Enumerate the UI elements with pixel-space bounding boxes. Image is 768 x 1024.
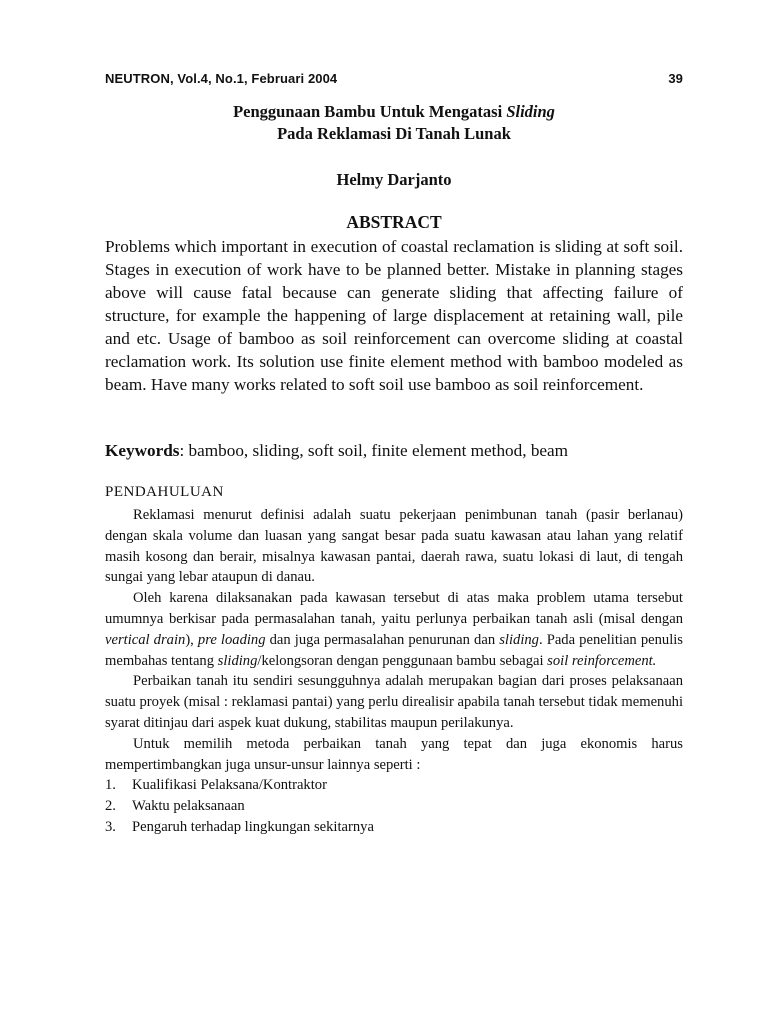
list-item-text: Pengaruh terhadap lingkungan sekitarnya (132, 818, 374, 835)
list-item (105, 796, 683, 817)
title-line-2: Pada Reklamasi Di Tanah Lunak (277, 124, 511, 143)
paragraph-2-text-5: /kelongsoran dengan penggunaan bambu sebagai (257, 652, 548, 669)
section-heading: PENDAHULUAN (105, 484, 224, 500)
paragraph-2-text-4: . Pada penelitian penulis membahas tentang (105, 631, 683, 669)
list-number: 3. (105, 818, 116, 835)
italic-term-soil-reinforcement: soil reinforcement. (547, 652, 657, 669)
numbered-list (105, 775, 683, 837)
document-page (105, 0, 683, 1024)
keywords-values: : bamboo, sliding, soft soil, finite element method, beam (179, 441, 569, 460)
italic-term-vertical-drain: vertical drain (105, 631, 186, 648)
list-item (105, 775, 683, 796)
abstract-heading: ABSTRACT (346, 212, 442, 232)
paragraph-3: Perbaikan tanah itu sendiri sesungguhnya adalah merupakan bagian dari proses pelaksanaan suatu proyek (misal : reklamasi pantai) yang perlu direalisir apabila tanah tersebut tidak memenuhi syarat ditinjau dari aspek kuat dukung, stabilitas maupun perilakunya. (105, 673, 683, 731)
list-item-text: Kualifikasi Pelaksana/Kontraktor (132, 777, 327, 794)
paragraph-1: Reklamasi menurut definisi adalah suatu pekerjaan penimbunan tanah (pasir berlanau) dengan skala volume dan luasan yang sangat besar pada suatu kawasan atau lahan yang relatif masih kosong dan berair, misalnya kawasan pantai, daerah rawa, suatu lokasi di laut, di tengah sungai yang lebar ataupun di danau. (105, 507, 683, 586)
abstract-text: Problems which important in execution of coastal reclamation is sliding at soft soil. Stages in execution of work have to be planned better. Mistake in planning stages above will cause fatal because can generate sliding that affecting failure of structure, for example the happening of large displacement at retaining wall, pile and etc. Usage of bamboo as soil reinforcement can overcome sliding at coastal reclamation work. Its solution use finite element method with bamboo modeled as beam. Have many works related to soft soil use bamboo as soil reinforcement. (105, 237, 683, 394)
keywords-line (105, 441, 683, 461)
author-name: Helmy Darjanto (336, 170, 452, 189)
page-number: 39 (668, 71, 683, 86)
paragraph-4: Untuk memilih metoda perbaikan tanah yang tepat dan juga ekonomis harus mempertimbangkan juga unsur-unsur lainnya seperti : (105, 735, 683, 773)
list-number: 2. (105, 798, 116, 815)
list-item (105, 817, 683, 838)
paragraph-2 (105, 588, 683, 671)
paragraph-2-text-1: Oleh karena dilaksanakan pada kawasan tersebut di atas maka problem utama tersebut umumnya berkisar pada permasalahan tanah, yaitu perlunya perbaikan tanah asli (misal dengan (105, 590, 683, 627)
section-body (105, 505, 683, 838)
paper-title (105, 101, 683, 145)
paragraph-2-text-3: dan juga permasalahan penurunan dan (265, 631, 500, 648)
list-number: 1. (105, 777, 116, 794)
italic-term-pre-loading: pre loading (197, 631, 266, 648)
paragraph-2-text-2: ), (185, 631, 198, 648)
title-line-1-text: Penggunaan Bambu Untuk Mengatasi (233, 102, 507, 121)
keywords-label: Keywords (105, 441, 180, 460)
title-line-1 (105, 101, 683, 123)
title-italic-word: Sliding (506, 102, 555, 121)
running-header (105, 71, 683, 86)
italic-term-sliding: sliding (499, 631, 539, 648)
italic-term-sliding-2: sliding (217, 652, 258, 669)
journal-citation: NEUTRON, Vol.4, No.1, Februari 2004 (105, 71, 338, 86)
list-item-text: Waktu pelaksanaan (132, 798, 245, 815)
